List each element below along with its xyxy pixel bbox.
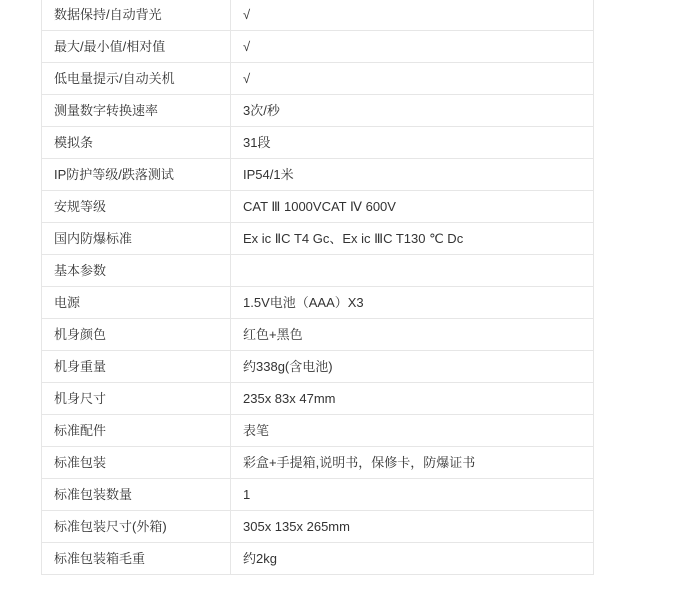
table-row xyxy=(42,159,594,191)
spec-label: 安规等级 xyxy=(42,191,231,223)
spec-value: 约338g(含电池) xyxy=(231,351,594,383)
spec-label: 最大/最小值/相对值 xyxy=(42,31,231,63)
spec-value: 3次/秒 xyxy=(231,95,594,127)
spec-section-value xyxy=(231,255,594,287)
spec-label: 模拟条 xyxy=(42,127,231,159)
table-row xyxy=(42,191,594,223)
specification-table-body xyxy=(42,0,594,575)
table-row xyxy=(42,63,594,95)
spec-label: 标准包装数量 xyxy=(42,479,231,511)
spec-label: 标准包装箱毛重 xyxy=(42,543,231,575)
spec-value: √ xyxy=(231,0,594,31)
spec-label: 测量数字转换速率 xyxy=(42,95,231,127)
table-row xyxy=(42,287,594,319)
spec-label: 电源 xyxy=(42,287,231,319)
spec-value: √ xyxy=(231,31,594,63)
spec-value: 红色+黑色 xyxy=(231,319,594,351)
spec-label: 低电量提示/自动关机 xyxy=(42,63,231,95)
table-row xyxy=(42,447,594,479)
table-row xyxy=(42,415,594,447)
table-row xyxy=(42,319,594,351)
spec-label: 机身重量 xyxy=(42,351,231,383)
spec-label: 标准配件 xyxy=(42,415,231,447)
spec-value: √ xyxy=(231,63,594,95)
spec-label: 标准包装 xyxy=(42,447,231,479)
spec-value: 约2kg xyxy=(231,543,594,575)
specification-table xyxy=(41,0,594,575)
spec-value: CAT Ⅲ 1000VCAT Ⅳ 600V xyxy=(231,191,594,223)
spec-section-label: 基本参数 xyxy=(42,255,231,287)
spec-label: 机身颜色 xyxy=(42,319,231,351)
spec-label: 标准包装尺寸(外箱) xyxy=(42,511,231,543)
table-row-section xyxy=(42,255,594,287)
table-row xyxy=(42,479,594,511)
spec-value: Ex ic ⅡC T4 Gc、Ex ic ⅢC T130 ℃ Dc xyxy=(231,223,594,255)
table-row xyxy=(42,0,594,31)
spec-value: 235x 83x 47mm xyxy=(231,383,594,415)
spec-value: 表笔 xyxy=(231,415,594,447)
table-row xyxy=(42,511,594,543)
spec-value: 31段 xyxy=(231,127,594,159)
spec-label: IP防护等级/跌落测试 xyxy=(42,159,231,191)
table-row xyxy=(42,127,594,159)
spec-label: 国内防爆标准 xyxy=(42,223,231,255)
spec-value: 305x 135x 265mm xyxy=(231,511,594,543)
spec-label: 机身尺寸 xyxy=(42,383,231,415)
table-row xyxy=(42,383,594,415)
table-row xyxy=(42,95,594,127)
table-row xyxy=(42,31,594,63)
spec-value: 1 xyxy=(231,479,594,511)
spec-value: 1.5V电池（AAA）X3 xyxy=(231,287,594,319)
table-row xyxy=(42,351,594,383)
spec-label: 数据保持/自动背光 xyxy=(42,0,231,31)
spec-value: 彩盒+手提箱,说明书，保修卡，防爆证书 xyxy=(231,447,594,479)
table-row xyxy=(42,223,594,255)
spec-value: IP54/1米 xyxy=(231,159,594,191)
table-row xyxy=(42,543,594,575)
